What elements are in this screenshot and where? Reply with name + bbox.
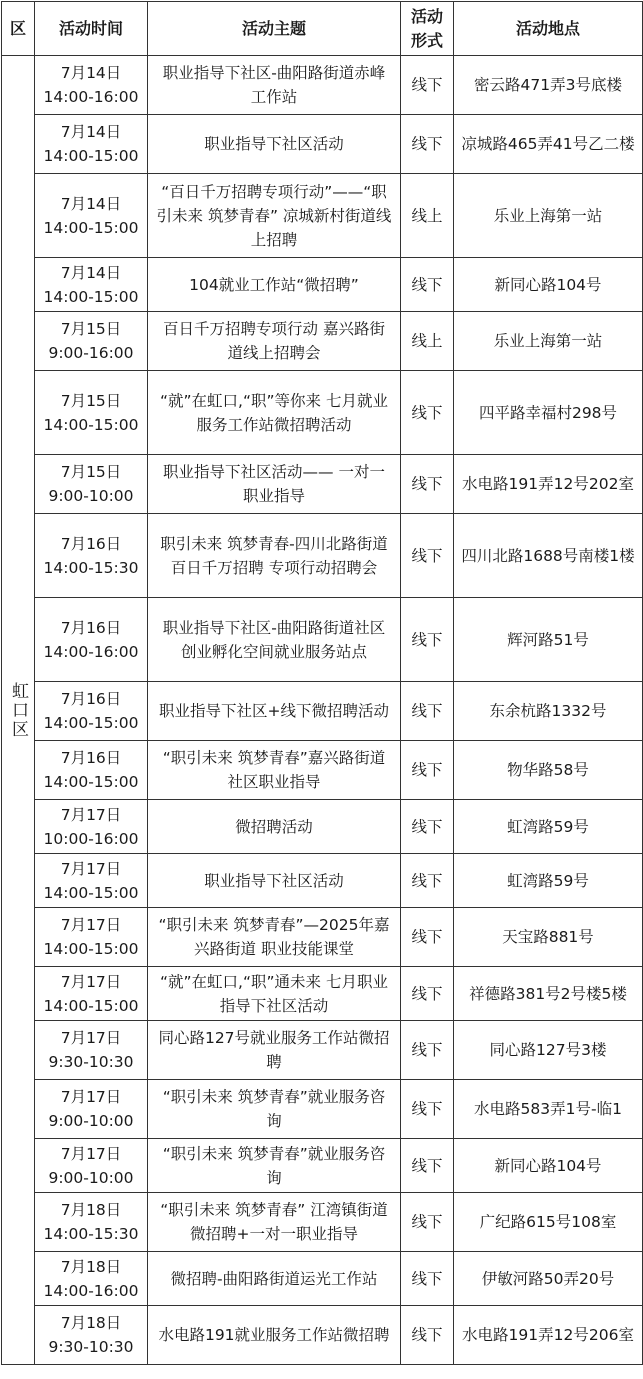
form-cell: 线下 — [401, 800, 454, 854]
header-form: 活动形式 — [401, 2, 454, 56]
time-cell — [35, 1252, 148, 1306]
header-location: 活动地点 — [454, 2, 643, 56]
activity-hours: 14:00-16:00 — [43, 88, 139, 106]
time-cell — [35, 967, 148, 1021]
table-row — [2, 1252, 643, 1306]
activity-hours: 9:00-10:00 — [48, 1112, 134, 1130]
activity-hours: 14:00-15:30 — [43, 1225, 139, 1243]
activity-date: 7月17日 — [60, 805, 122, 824]
table-row — [2, 56, 643, 115]
time-cell — [35, 1021, 148, 1080]
theme-cell: 微招聘-曲阳路街道运光工作站 — [148, 1252, 401, 1306]
table-row — [2, 455, 643, 514]
time-cell — [35, 312, 148, 371]
theme-cell: 104就业工作站“微招聘” — [148, 258, 401, 312]
location-cell: 四平路幸福村298号 — [454, 371, 643, 455]
table-row — [2, 598, 643, 682]
activity-hours: 9:30-10:30 — [48, 1053, 134, 1071]
form-cell: 线下 — [401, 1139, 454, 1193]
activity-date: 7月17日 — [60, 1088, 122, 1106]
form-cell: 线下 — [401, 455, 454, 514]
location-cell: 凉城路465弄41号乙二楼 — [454, 115, 643, 174]
header-theme: 活动主题 — [148, 2, 401, 56]
activity-hours: 14:00-15:30 — [43, 558, 139, 577]
time-cell — [35, 1080, 148, 1139]
time-cell — [35, 56, 148, 115]
table-row — [2, 908, 643, 967]
theme-cell: “百日千万招聘专项行动”——“职引未来 筑梦青春” 凉城新村街道线上招聘 — [148, 174, 401, 258]
theme-cell: 职业指导下社区活动 — [148, 115, 401, 174]
table-row — [2, 800, 643, 854]
table-row — [2, 174, 643, 258]
table-row — [2, 854, 643, 908]
table-row — [2, 514, 643, 598]
theme-cell: 职业指导下社区-曲阳路街道赤峰工作站 — [148, 56, 401, 115]
activity-hours: 9:30-10:30 — [48, 1338, 134, 1356]
table-row — [2, 115, 643, 174]
activity-hours: 10:00-16:00 — [43, 829, 139, 848]
activity-date: 7月17日 — [60, 1029, 122, 1047]
form-cell: 线下 — [401, 854, 454, 908]
location-cell: 密云路471弄3号底楼 — [454, 56, 643, 115]
theme-cell: “职引未来 筑梦青春”—2025年嘉兴路街道 职业技能课堂 — [148, 908, 401, 967]
theme-cell: “职引未来 筑梦青春”嘉兴路街道社区职业指导 — [148, 741, 401, 800]
location-cell: 新同心路104号 — [454, 258, 643, 312]
activity-hours: 14:00-15:00 — [43, 415, 139, 434]
location-cell: 辉河路51号 — [454, 598, 643, 682]
location-cell: 东余杭路1332号 — [454, 682, 643, 741]
form-cell: 线下 — [401, 371, 454, 455]
time-cell — [35, 258, 148, 312]
activity-date: 7月17日 — [60, 859, 122, 878]
activity-hours: 9:00-16:00 — [48, 344, 134, 362]
location-cell: 同心路127号3楼 — [454, 1021, 643, 1080]
form-cell: 线下 — [401, 1021, 454, 1080]
location-cell: 水电路191弄12号202室 — [454, 455, 643, 514]
activity-date: 7月18日 — [60, 1201, 122, 1219]
form-cell: 线上 — [401, 312, 454, 371]
activity-schedule-table — [1, 1, 643, 1365]
table-body — [2, 56, 643, 1365]
location-cell: 乐业上海第一站 — [454, 174, 643, 258]
activity-date: 7月18日 — [60, 1257, 122, 1276]
time-cell — [35, 1139, 148, 1193]
activity-date: 7月16日 — [60, 749, 122, 767]
table-row — [2, 258, 643, 312]
theme-cell: 职业指导下社区-曲阳路街道社区创业孵化空间就业服务站点 — [148, 598, 401, 682]
activity-date: 7月15日 — [60, 463, 122, 481]
table-row — [2, 1080, 643, 1139]
form-cell: 线下 — [401, 514, 454, 598]
time-cell — [35, 854, 148, 908]
form-cell: 线下 — [401, 1252, 454, 1306]
activity-date: 7月16日 — [60, 690, 122, 708]
theme-cell: “职引未来 筑梦青春”就业服务咨询 — [148, 1139, 401, 1193]
activity-date: 7月14日 — [60, 123, 122, 141]
table-row — [2, 682, 643, 741]
location-cell: 水电路583弄1号-临1 — [454, 1080, 643, 1139]
activity-hours: 14:00-15:00 — [43, 218, 139, 237]
time-cell — [35, 1306, 148, 1365]
header-row — [2, 2, 643, 56]
location-cell: 水电路191弄12号206室 — [454, 1306, 643, 1365]
time-cell — [35, 115, 148, 174]
activity-hours: 14:00-16:00 — [43, 642, 139, 661]
table-row — [2, 1306, 643, 1365]
form-cell: 线下 — [401, 908, 454, 967]
theme-cell: 职引未来 筑梦青春-四川北路街道百日千万招聘 专项行动招聘会 — [148, 514, 401, 598]
form-cell: 线下 — [401, 115, 454, 174]
activity-hours: 14:00-15:00 — [43, 773, 139, 791]
location-cell: 物华路58号 — [454, 741, 643, 800]
table-row — [2, 967, 643, 1021]
form-cell: 线下 — [401, 1306, 454, 1365]
time-cell — [35, 455, 148, 514]
time-cell — [35, 1193, 148, 1252]
activity-date: 7月18日 — [60, 1314, 122, 1332]
activity-hours: 14:00-15:00 — [43, 940, 139, 958]
form-cell: 线下 — [401, 1080, 454, 1139]
form-cell: 线下 — [401, 56, 454, 115]
activity-hours: 14:00-15:00 — [43, 147, 139, 165]
location-cell: 伊敏河路50弄20号 — [454, 1252, 643, 1306]
time-cell — [35, 598, 148, 682]
time-cell — [35, 514, 148, 598]
table-row — [2, 1139, 643, 1193]
activity-hours: 14:00-16:00 — [43, 1281, 139, 1300]
theme-cell: “职引未来 筑梦青春”就业服务咨询 — [148, 1080, 401, 1139]
table-row — [2, 371, 643, 455]
activity-date: 7月17日 — [60, 916, 122, 934]
time-cell — [35, 174, 148, 258]
activity-hours: 9:00-10:00 — [48, 487, 134, 505]
location-cell: 虹湾路59号 — [454, 854, 643, 908]
form-cell: 线下 — [401, 258, 454, 312]
district-cell: 虹口区 — [2, 56, 35, 1365]
table-row — [2, 312, 643, 371]
location-cell: 广纪路615号108室 — [454, 1193, 643, 1252]
header-district: 区 — [2, 2, 35, 56]
activity-date: 7月17日 — [60, 1144, 122, 1163]
activity-date: 7月14日 — [60, 194, 122, 213]
time-cell — [35, 371, 148, 455]
activity-date: 7月14日 — [60, 263, 122, 282]
activity-date: 7月15日 — [60, 391, 122, 410]
form-cell: 线下 — [401, 741, 454, 800]
form-cell: 线上 — [401, 174, 454, 258]
time-cell — [35, 741, 148, 800]
location-cell: 新同心路104号 — [454, 1139, 643, 1193]
theme-cell: 水电路191就业服务工作站微招聘 — [148, 1306, 401, 1365]
activity-hours: 14:00-15:00 — [43, 287, 139, 306]
location-cell: 天宝路881号 — [454, 908, 643, 967]
location-cell: 乐业上海第一站 — [454, 312, 643, 371]
activity-hours: 14:00-15:00 — [43, 714, 139, 732]
activity-hours: 14:00-15:00 — [43, 996, 139, 1015]
activity-date: 7月14日 — [60, 64, 122, 82]
theme-cell: 百日千万招聘专项行动 嘉兴路街道线上招聘会 — [148, 312, 401, 371]
form-cell: 线下 — [401, 682, 454, 741]
theme-cell: “就”在虹口,“职”通未来 七月职业指导下社区活动 — [148, 967, 401, 1021]
time-cell — [35, 682, 148, 741]
form-cell: 线下 — [401, 598, 454, 682]
activity-hours: 9:00-10:00 — [48, 1168, 134, 1187]
activity-date: 7月16日 — [60, 618, 122, 637]
theme-cell: 职业指导下社区活动 — [148, 854, 401, 908]
table-row — [2, 1021, 643, 1080]
location-cell: 祥德路381号2号楼5楼 — [454, 967, 643, 1021]
form-cell: 线下 — [401, 1193, 454, 1252]
activity-date: 7月17日 — [60, 972, 122, 991]
theme-cell: “就”在虹口,“职”等你来 七月就业服务工作站微招聘活动 — [148, 371, 401, 455]
activity-date: 7月15日 — [60, 320, 122, 338]
header-time: 活动时间 — [35, 2, 148, 56]
location-cell: 虹湾路59号 — [454, 800, 643, 854]
theme-cell: 职业指导下社区+线下微招聘活动 — [148, 682, 401, 741]
theme-cell: “职引未来 筑梦青春” 江湾镇街道微招聘+一对一职业指导 — [148, 1193, 401, 1252]
activity-date: 7月16日 — [60, 534, 122, 553]
theme-cell: 同心路127号就业服务工作站微招聘 — [148, 1021, 401, 1080]
time-cell — [35, 800, 148, 854]
table-row — [2, 741, 643, 800]
theme-cell: 职业指导下社区活动—— 一对一职业指导 — [148, 455, 401, 514]
location-cell: 四川北路1688号南楼1楼 — [454, 514, 643, 598]
form-cell: 线下 — [401, 967, 454, 1021]
table-row — [2, 1193, 643, 1252]
activity-hours: 14:00-15:00 — [43, 883, 139, 902]
theme-cell: 微招聘活动 — [148, 800, 401, 854]
time-cell — [35, 908, 148, 967]
